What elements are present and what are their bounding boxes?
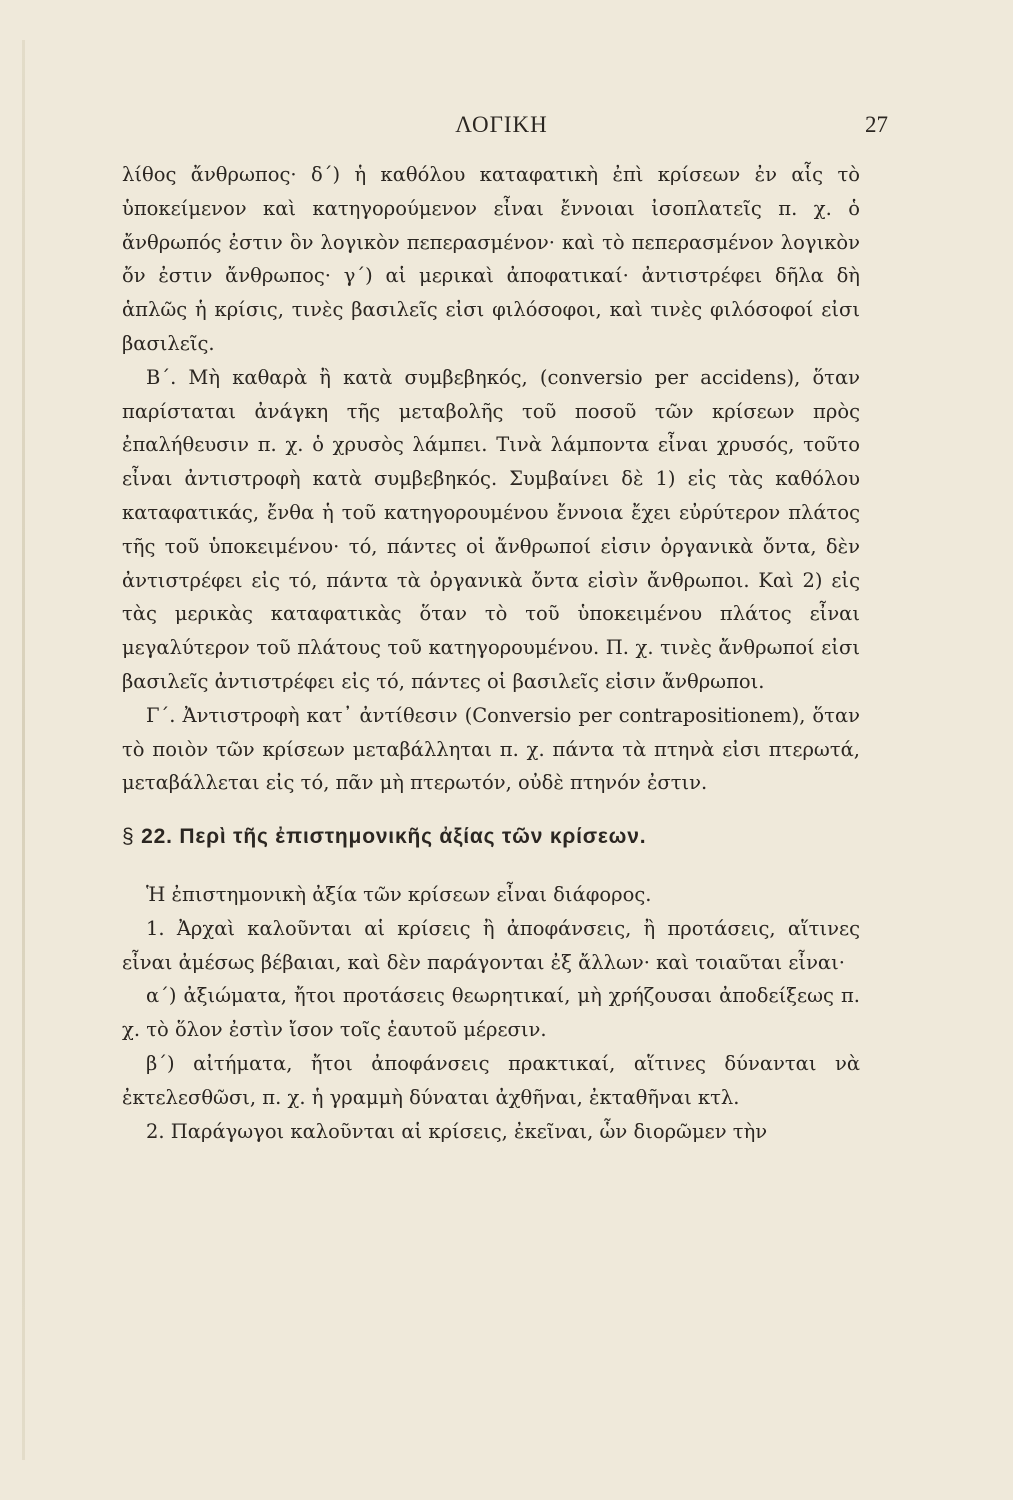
paragraph: Ἡ ἐπιστημονικὴ ἀξία τῶν κρίσεων εἶναι διάφορος. (146, 882, 652, 906)
page-fold-shadow (22, 40, 25, 1460)
paragraph: β΄) αἰτήματα, ἤτοι ἀποφάνσεις πρακτικαί, αἵτινες δύνανται νὰ ἐκτελεσθῶσι, π. χ. ἡ γραμμὴ δύναται ἀχθῆναι, ἐκταθῆναι κτλ. (122, 1051, 860, 1109)
section-symbol: § (122, 825, 135, 849)
paragraph: Β΄. Μὴ καθαρὰ ἢ κατὰ συμβεβηκός, (conversio per accidens), ὅταν παρίσταται ἀνάγκη τῆς μεταβολῆς τοῦ ποσοῦ τῶν κρίσεων πρὸς ἐπαλήθευσιν π. χ. ὁ χρυσὸς λάμπει. Τινὰ λάμποντα εἶναι χρυσός, τοῦτο εἶναι ἀντιστροφὴ κατὰ συμβεβηκός. Συμβαίνει δὲ 1) εἰς τὰς καθόλου καταφατικάς, ἔνθα ἡ τοῦ κατηγορουμένου ἔννοια ἔχει εὐρύτερον πλάτος τῆς τοῦ ὑποκειμένου· τό, πάντες οἱ ἄνθρωποί εἰσιν ὀργανικὰ ὄντα, δὲν ἀντιστρέφει εἰς τό, πάντα τὰ ὀργανικὰ ὄντα εἰσὶν ἄνθρωποι. Καὶ 2) εἰς τὰς μερικὰς καταφατικὰς ὅταν τὸ τοῦ ὑποκειμένου πλάτος εἶναι μεγαλύτερον τοῦ πλάτους τοῦ κατηγορουμένου. Π. χ. τινὲς ἄνθρωποί εἰσι βασιλεῖς ἀντιστρέφει εἰς τό, πάντες οἱ βασιλεῖς εἰσιν ἄνθρωποι. (122, 365, 860, 693)
section-title: Περὶ τῆς ἐπιστημονικῆς ἀξίας τῶν κρίσεων. (179, 825, 647, 849)
body-text (122, 158, 860, 1148)
paragraph: 1. Ἀρχαὶ καλοῦνται αἱ κρίσεις ἢ ἀποφάνσεις, ἢ προτάσεις, αἵτινες εἶναι ἀμέσως βέβαιαι, καὶ δὲν παράγονται ἐξ ἄλλων· καὶ τοιαῦται εἶναι· (122, 916, 860, 974)
running-header (120, 112, 888, 146)
paragraph: 2. Παράγωγοι καλοῦνται αἱ κρίσεις, ἐκεῖναι, ὧν διορῶμεν τὴν (146, 1119, 768, 1143)
paragraph: λίθος ἄνθρωπος· δ΄) ἡ καθόλου καταφατικὴ ἐπὶ κρίσεων ἐν αἷς τὸ ὑποκείμενον καὶ κατηγορούμενον εἶναι ἔννοιαι ἰσοπλατεῖς π. χ. ὁ ἄνθρωπός ἐστιν ὃν λογικὸν πεπερασμένον· καὶ τὸ πεπερασμένον λογικὸν ὄν ἐστιν ἄνθρωπος· γ΄) αἱ μερικαὶ ἀποφατικαί· ἀντιστρέφει δῆλα δὴ ἁπλῶς ἡ κρίσις, τινὲς βασιλεῖς εἰσι φιλόσοφοι, καὶ τινὲς φιλόσοφοί εἰσι βασιλεῖς. (122, 163, 860, 355)
page-number: 27 (865, 112, 888, 137)
paragraph: Γ΄. Ἀντιστροφὴ κατ᾽ ἀντίθεσιν (Conversio per contrapositionem), ὅταν τὸ ποιὸν τῶν κρίσεων μεταβάλληται π. χ. πάντα τὰ πτηνὰ εἰσι πτερωτά, μεταβάλλεται εἰς τό, πᾶν μὴ πτερωτόν, οὐδὲ πτηνόν ἐστιν. (122, 703, 860, 795)
header-title: ΛΟΓΙΚΗ (455, 112, 548, 137)
paragraph: α΄) ἀξιώματα, ἤτοι προτάσεις θεωρητικαί, μὴ χρήζουσαι ἀποδείξεως π. χ. τὸ ὅλον ἐστὶν ἴσον τοῖς ἑαυτοῦ μέρεσιν. (122, 984, 860, 1042)
section-number: 22. (141, 825, 173, 849)
section-heading (122, 820, 860, 854)
